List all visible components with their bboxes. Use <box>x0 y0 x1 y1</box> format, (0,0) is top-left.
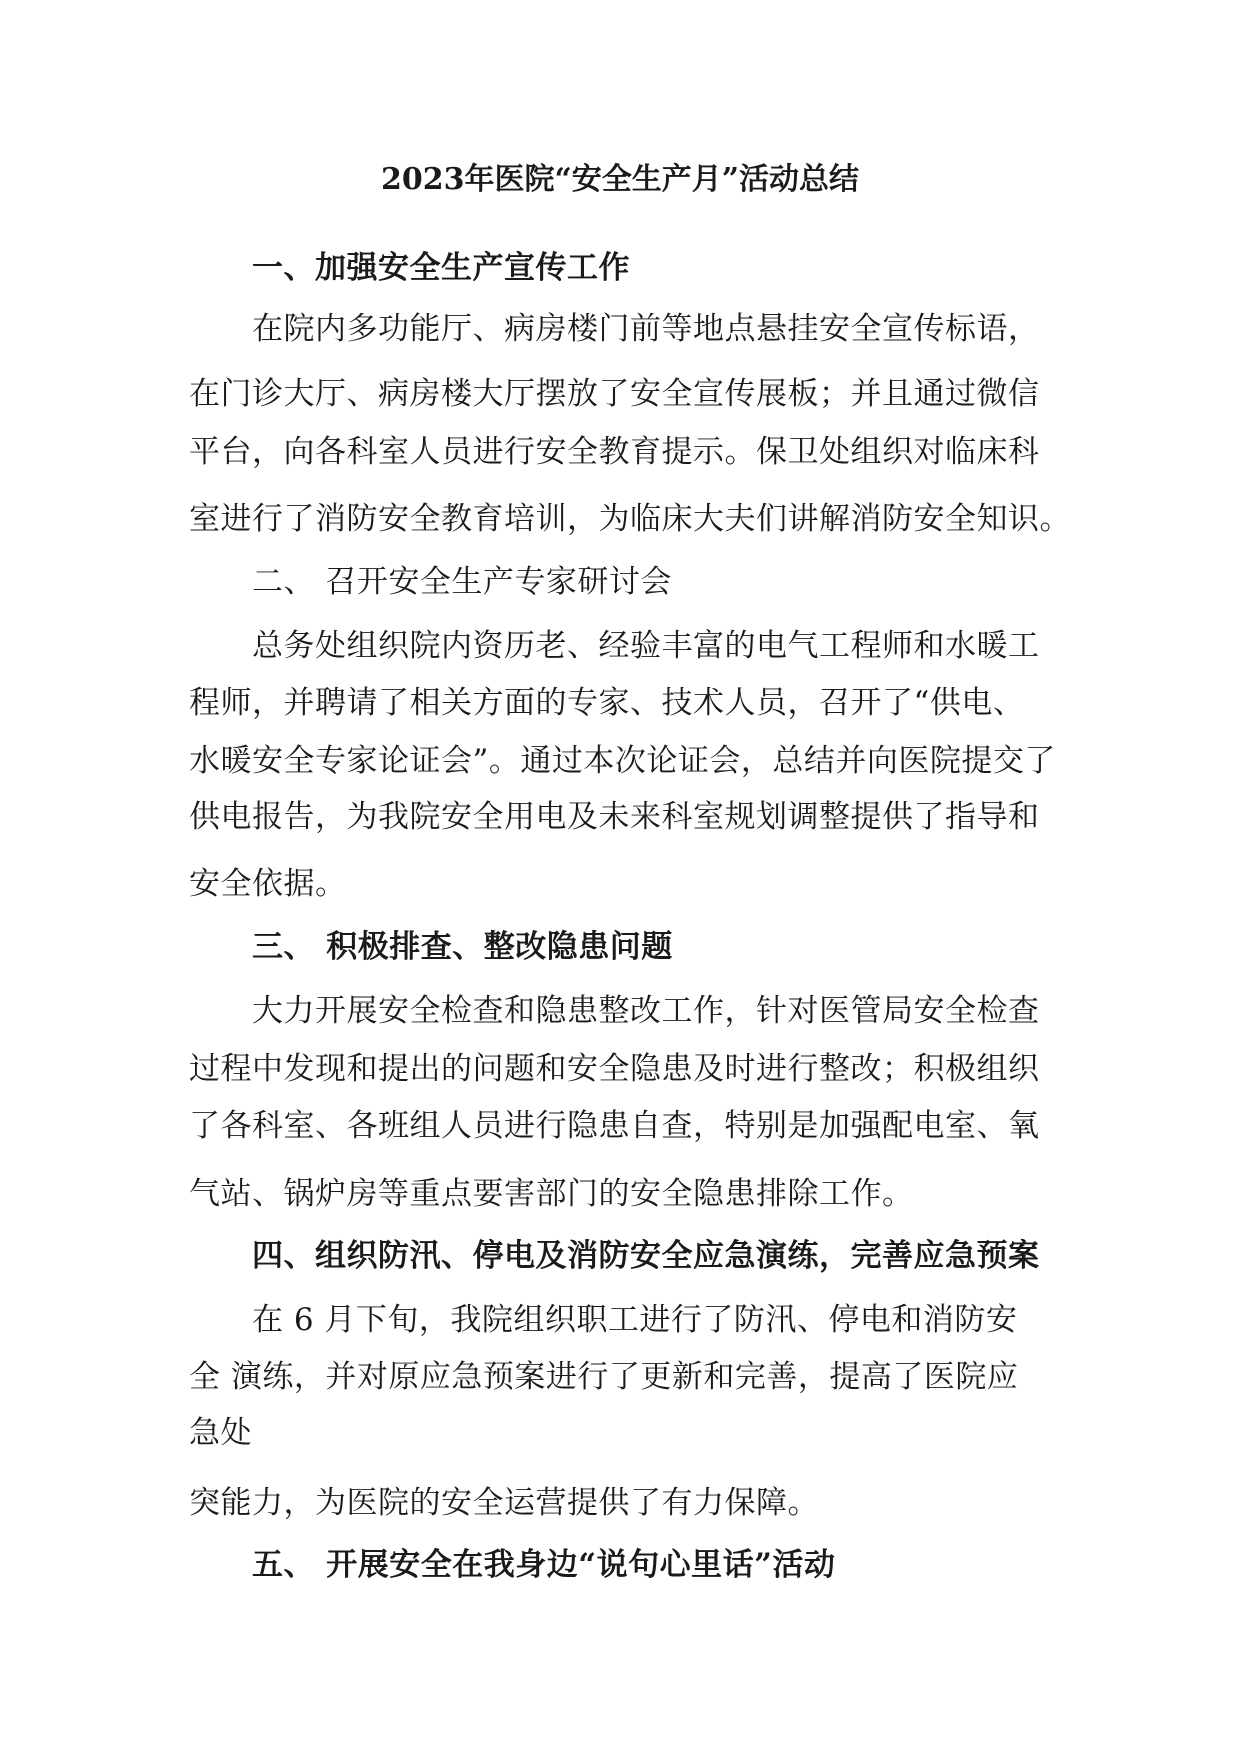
paragraph-line: 总务处组织院内资历老、经验丰富的电气工程师和水暖工 <box>252 628 1040 664</box>
paragraph-line: 大力开展安全检查和隐患整改工作，针对医管局安全检查 <box>252 993 1040 1029</box>
paragraph-line: 供电报告，为我院安全用电及未来科室规划调整提供了指导和 <box>189 799 1040 835</box>
paragraph-line: 突能力，为医院的安全运营提供了有力保障。 <box>189 1485 819 1521</box>
section-heading-4: 四、组织防汛、停电及消防安全应急演练，完善应急预案 <box>252 1238 1040 1274</box>
paragraph-line: 气站、锅炉房等重点要害部门的安全隐患排除工作。 <box>189 1176 914 1212</box>
paragraph-line: 急处 <box>189 1415 252 1451</box>
section-heading-3: 三、 积极排查、整改隐患问题 <box>252 929 673 965</box>
paragraph-line: 程师，并聘请了相关方面的专家、技术人员，召开了“供电、 <box>189 685 1025 721</box>
paragraph-line: 在院内多功能厅、病房楼门前等地点悬挂安全宣传标语， <box>252 311 1040 347</box>
paragraph-line: 过程中发现和提出的问题和安全隐患及时进行整改；积极组织 <box>189 1051 1040 1087</box>
paragraph-line: 了各科室、各班组人员进行隐患自查，特别是加强配电室、氧 <box>189 1108 1040 1144</box>
document-title: 2023年医院“安全生产月”活动总结 <box>380 162 859 197</box>
paragraph-line: 室进行了消防安全教育培训，为临床大夫们讲解消防安全知识。 <box>189 501 1071 537</box>
paragraph-line: 平台，向各科室人员进行安全教育提示。保卫处组织对临床科 <box>189 434 1040 470</box>
paragraph-line: 全 演练，并对原应急预案进行了更新和完善，提高了医院应 <box>189 1359 1019 1395</box>
section-heading-1: 一、加强安全生产宣传工作 <box>252 250 630 286</box>
section-heading-5: 五、 开展安全在我身边“说句心里话”活动 <box>252 1547 836 1583</box>
paragraph-line: 在门诊大厅、病房楼大厅摆放了安全宣传展板；并且通过微信 <box>189 376 1040 412</box>
section-heading-2: 二、 召开安全生产专家研讨会 <box>252 564 672 600</box>
paragraph-line: 水暖安全专家论证会”。通过本次论证会，总结并向医院提交了 <box>189 743 1056 779</box>
paragraph-line: 在 6 月下旬，我院组织职工进行了防汛、停电和消防安 <box>252 1302 1018 1338</box>
paragraph-line: 安全依据。 <box>189 866 347 902</box>
